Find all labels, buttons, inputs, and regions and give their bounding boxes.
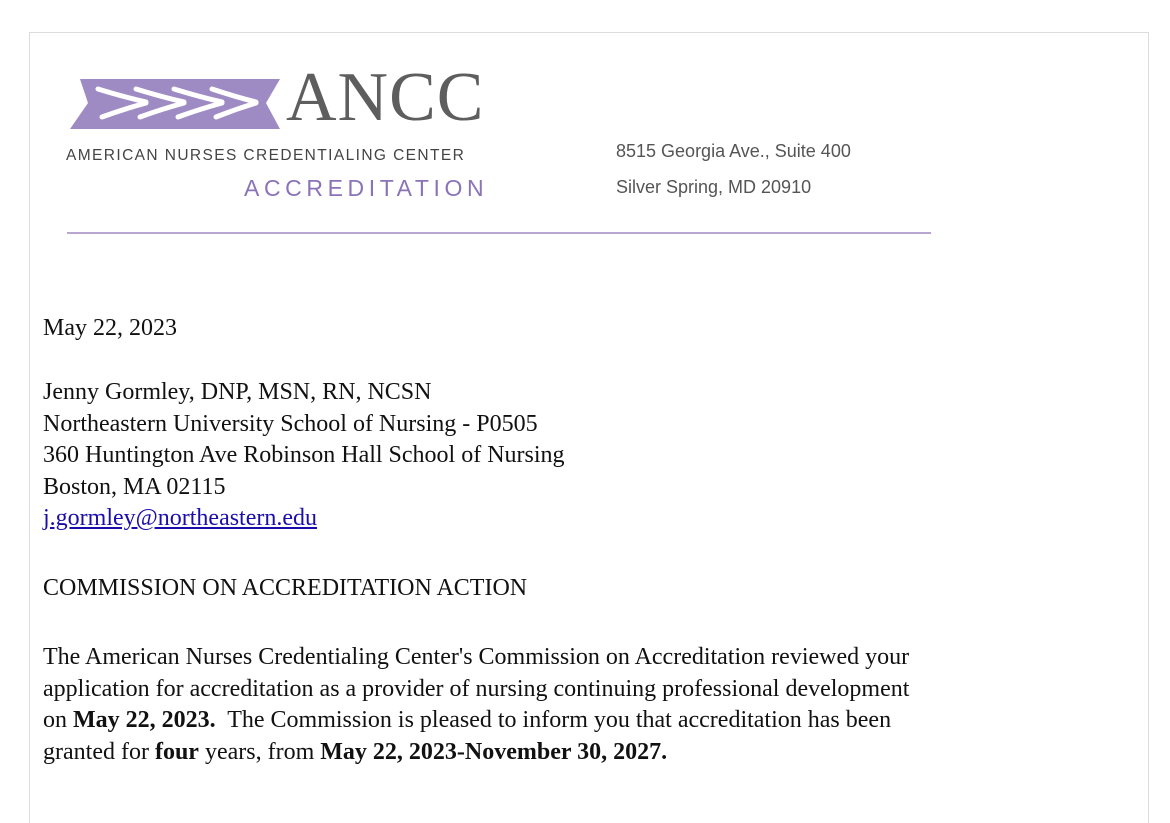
- recipient-name: Jenny Gormley, DNP, MSN, RN, NCSN: [43, 379, 432, 405]
- paragraph-line-1: The American Nurses Credentialing Center's Commission on Accreditation reviewed your: [43, 644, 910, 670]
- accreditation-period: May 22, 2023-November 30, 2027.: [320, 738, 668, 765]
- logo-acronym: ANCC: [286, 59, 485, 136]
- recipient-street: 360 Huntington Ave Robinson Hall School of Nursing: [43, 442, 565, 468]
- paragraph-line-3: [43, 705, 1128, 737]
- recipient-email-link[interactable]: j.gormley@northeastern.edu: [43, 505, 318, 531]
- recipient-address-block: [43, 377, 1128, 535]
- logo-org-name: AMERICAN NURSES CREDENTIALING CENTER: [66, 147, 466, 164]
- logo-subtitle: ACCREDITATION: [244, 175, 489, 201]
- ancc-ribbon-logo-icon: [70, 75, 280, 133]
- sender-address-line1: 8515 Georgia Ave., Suite 400: [616, 141, 851, 161]
- letterhead-divider: [67, 232, 931, 234]
- letter-paragraph: [43, 642, 1128, 768]
- letterhead: [30, 33, 1148, 243]
- recipient-city: Boston, MA 02115: [43, 473, 226, 500]
- paragraph-line-4: [43, 737, 1128, 769]
- text-fragment: The Commission is pleased to inform you that accreditation has been: [215, 707, 892, 733]
- text-fragment: on: [43, 707, 73, 733]
- text-fragment: years, from: [198, 738, 321, 765]
- recipient-organization: Northeastern University School of Nursing - P0505: [43, 410, 538, 437]
- letter-heading: COMMISSION ON ACCREDITATION ACTION: [43, 575, 528, 601]
- sender-address-line2: Silver Spring, MD 20910: [616, 177, 812, 197]
- text-fragment: granted for: [43, 738, 155, 765]
- letter-date: May 22, 2023: [43, 315, 177, 341]
- letter-page: [29, 32, 1149, 823]
- paragraph-line-2: application for accreditation as a provider of nursing continuing professional development: [43, 675, 910, 702]
- accreditation-term: four: [154, 738, 199, 765]
- review-date: May 22, 2023.: [73, 707, 216, 733]
